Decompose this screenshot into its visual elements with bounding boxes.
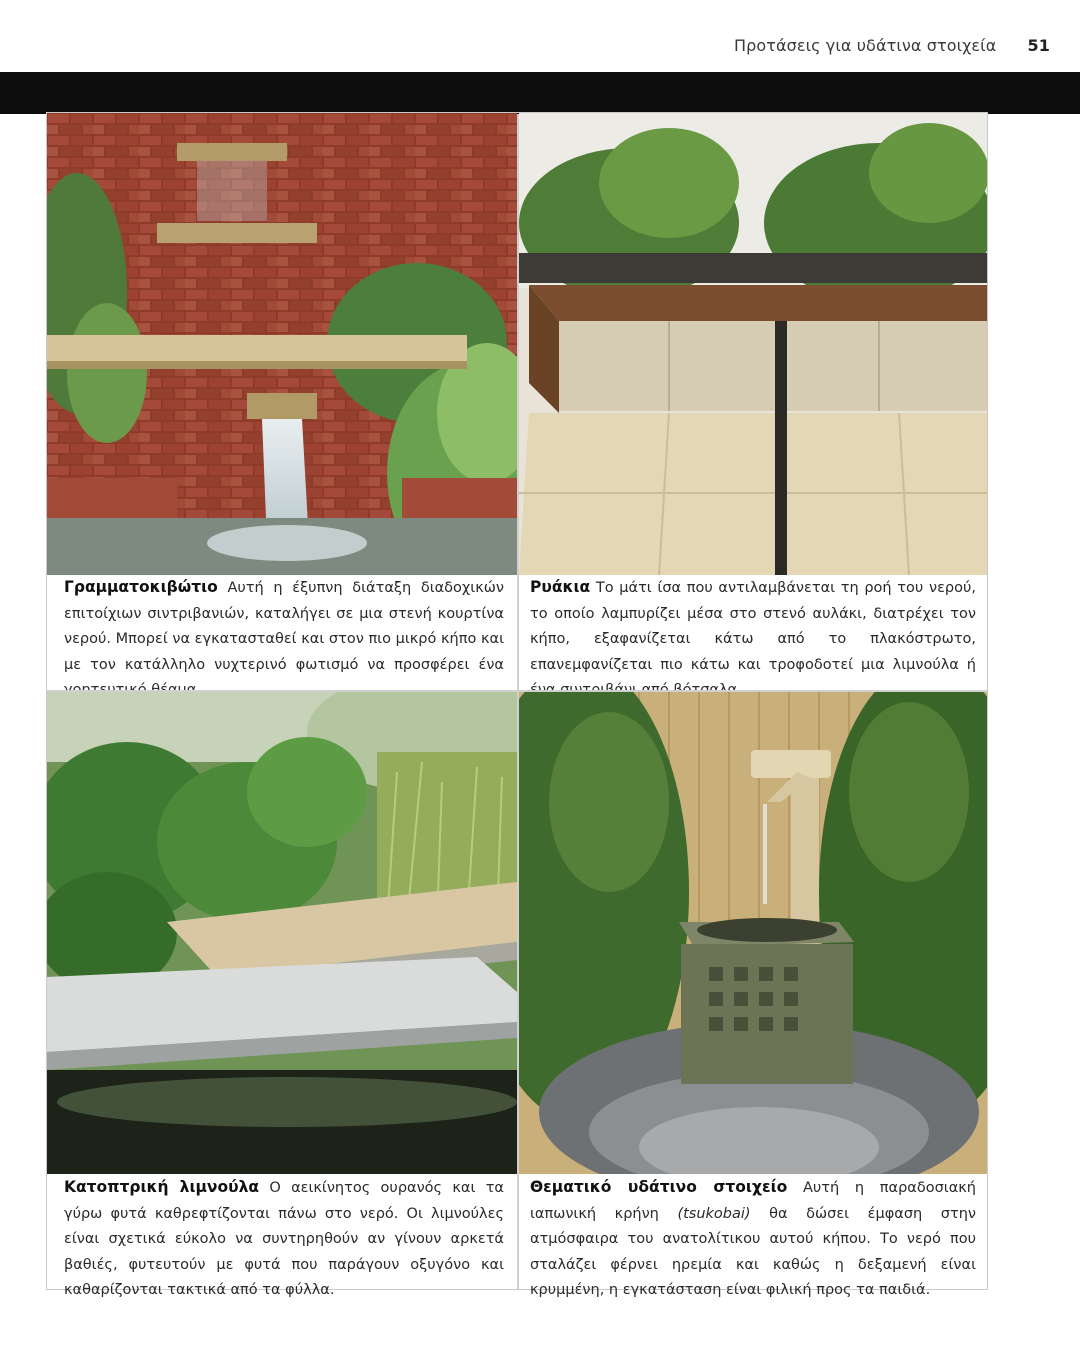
photo-rill — [519, 113, 987, 575]
caption-text: Ο αεικίνητος ουρανός και τα γύρω φυτά καθρεφτίζονται πάνω στο νερό. Οι λιμνούλες είναι σχετικά εύκολο να συντηρηθούν αν γίνουν αρκετά βαθιές, φυτευτούν με φυτά που παράγουν οξυγόνο και καθαρίζονται τακτικά από τα φύλλα. — [64, 1180, 504, 1298]
caption-letterbox — [64, 575, 504, 704]
grid-horizontal-divider — [47, 690, 987, 692]
photo-letterbox-fountain — [47, 113, 517, 575]
section-title: Προτάσεις για υδάτινα στοιχεία — [733, 36, 997, 55]
caption-text-after: θα δώσει έμφαση στην ατμόσφαιρα του ανατολίτικου αυτού κήπου. Το νερό που σταλάζει φέρνει ηρεμία και καθώς η δεξαμενή είναι κρυμμένη, η εγκατάσταση είναι φιλική προς τα παιδιά. — [530, 1205, 976, 1298]
grid-vertical-divider — [517, 114, 519, 1289]
header-band — [0, 72, 1080, 114]
caption-text-italic: (tsukobai) — [677, 1205, 751, 1222]
caption-title: Ρυάκια — [530, 578, 591, 596]
caption-text: Το μάτι ίσα που αντιλαμβάνεται τη ροή του νερού, το οποίο λαμπυρίζει μέσα στο στενό αυλάκι, διατρέχει τον κήπο, εξαφανίζεται κάτω από το πλακόστρωτο, επανεμφανίζεται πιο κάτω και τροφοδοτεί μια λιμνούλα ή — [530, 580, 976, 673]
caption-reflective-pool — [64, 1175, 504, 1304]
caption-tsukubai — [530, 1175, 976, 1304]
photo-reflective-pool — [47, 692, 517, 1174]
caption-title: Θεματικό υδάτινο στοιχείο — [530, 1178, 788, 1196]
caption-title: Κατοπτρική λιμνούλα — [64, 1178, 260, 1196]
page-number: 51 — [1027, 36, 1050, 55]
photo-tsukubai — [519, 692, 987, 1174]
running-head — [734, 36, 1050, 55]
caption-text-before: Αυτή η παραδοσιακή ιαπωνική κρήνη — [530, 1180, 976, 1222]
caption-title: Γραμματοκιβώτιο — [64, 578, 218, 596]
caption-text: Αυτή η έξυπνη διάταξη διαδοχικών επιτοίχιων σιντριβανιών, καταλήγει σε μια στενή κουρτίνα νερού. Μπορεί να εγκατασταθεί και στον πιο μικρό κήπο και με τον κατάλληλο νυχτερινό φωτισμό να προσφέρει ένα — [64, 580, 504, 673]
caption-rill — [530, 575, 976, 704]
